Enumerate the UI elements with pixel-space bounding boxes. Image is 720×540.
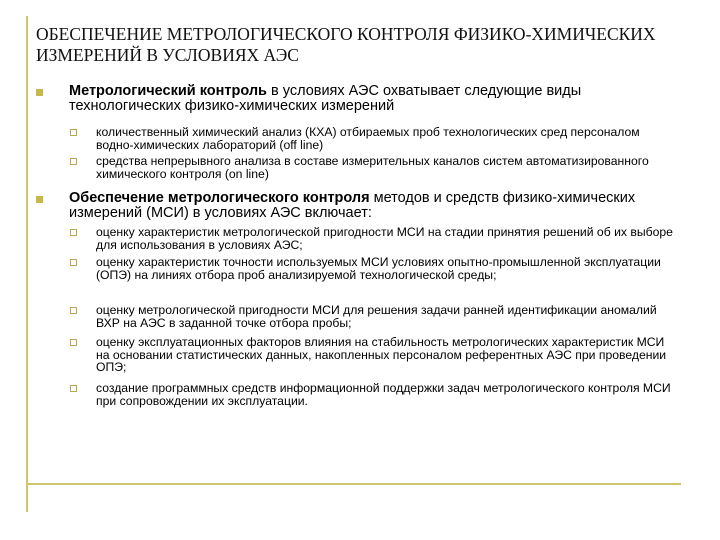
list-item: оценку метрологической пригодности МСИ для решения задачи ранней идентификации аномалий ВХР на АЭС в заданной точке отбора пробы; <box>96 303 657 330</box>
section-1-bold: Метрологический контроль <box>69 83 267 99</box>
square-bullet-icon <box>36 196 43 203</box>
list-item: средства непрерывного анализа в составе измерительных каналов систем автоматизированного химического контроля (on line) <box>96 154 649 181</box>
section-1-rest: в условиях АЭС охватывает следующие виды технологических физико-химических измерений <box>69 83 582 114</box>
bottom-frame-line <box>26 483 681 485</box>
square-bullet-icon <box>36 89 43 96</box>
hollow-square-bullet-icon <box>70 158 77 165</box>
hollow-square-bullet-icon <box>70 307 77 314</box>
list-item: оценку характеристик метрологической пригодности МСИ на стадии принятия решений об их выборе для использования в условиях АЭС; <box>96 225 673 252</box>
list-item: оценку эксплуатационных факторов влияния на стабильность метрологических характеристик МСИ на основании статистических данных, накопленных персоналом референтных АЭС при проведении ОПЭ; <box>96 335 667 374</box>
section-1-text <box>69 84 689 114</box>
section-2-text <box>69 191 689 221</box>
left-frame-line <box>26 16 28 512</box>
hollow-square-bullet-icon <box>70 385 77 392</box>
list-item: количественный химический анализ (КХА) отбираемых проб технологических сред персоналом водно-химических лабораторий (off line) <box>96 125 640 152</box>
hollow-square-bullet-icon <box>70 229 77 236</box>
list-item: создание программных средств информационной поддержки задач метрологического контроля МСИ при сопровождении их эксплуатации. <box>96 381 671 408</box>
slide-title: ОБЕСПЕЧЕНИЕ МЕТРОЛОГИЧЕСКОГО КОНТРОЛЯ ФИЗИКО-ХИМИЧЕСКИХ ИЗМЕРЕНИЙ В УСЛОВИЯХ АЭС <box>36 24 656 65</box>
section-2-bold: Обеспечение метрологического контроля <box>69 190 370 206</box>
section-2-rest: методов и средств физико-химических измерений (МСИ) в условиях АЭС включает: <box>69 190 636 221</box>
hollow-square-bullet-icon <box>70 129 77 136</box>
list-item: оценку характеристик точности используемых МСИ условиях опытно-промышленной эксплуатации (ОПЭ) на линиях отбора проб анализируемой технологической среды; <box>96 255 661 282</box>
hollow-square-bullet-icon <box>70 259 77 266</box>
hollow-square-bullet-icon <box>70 339 77 346</box>
